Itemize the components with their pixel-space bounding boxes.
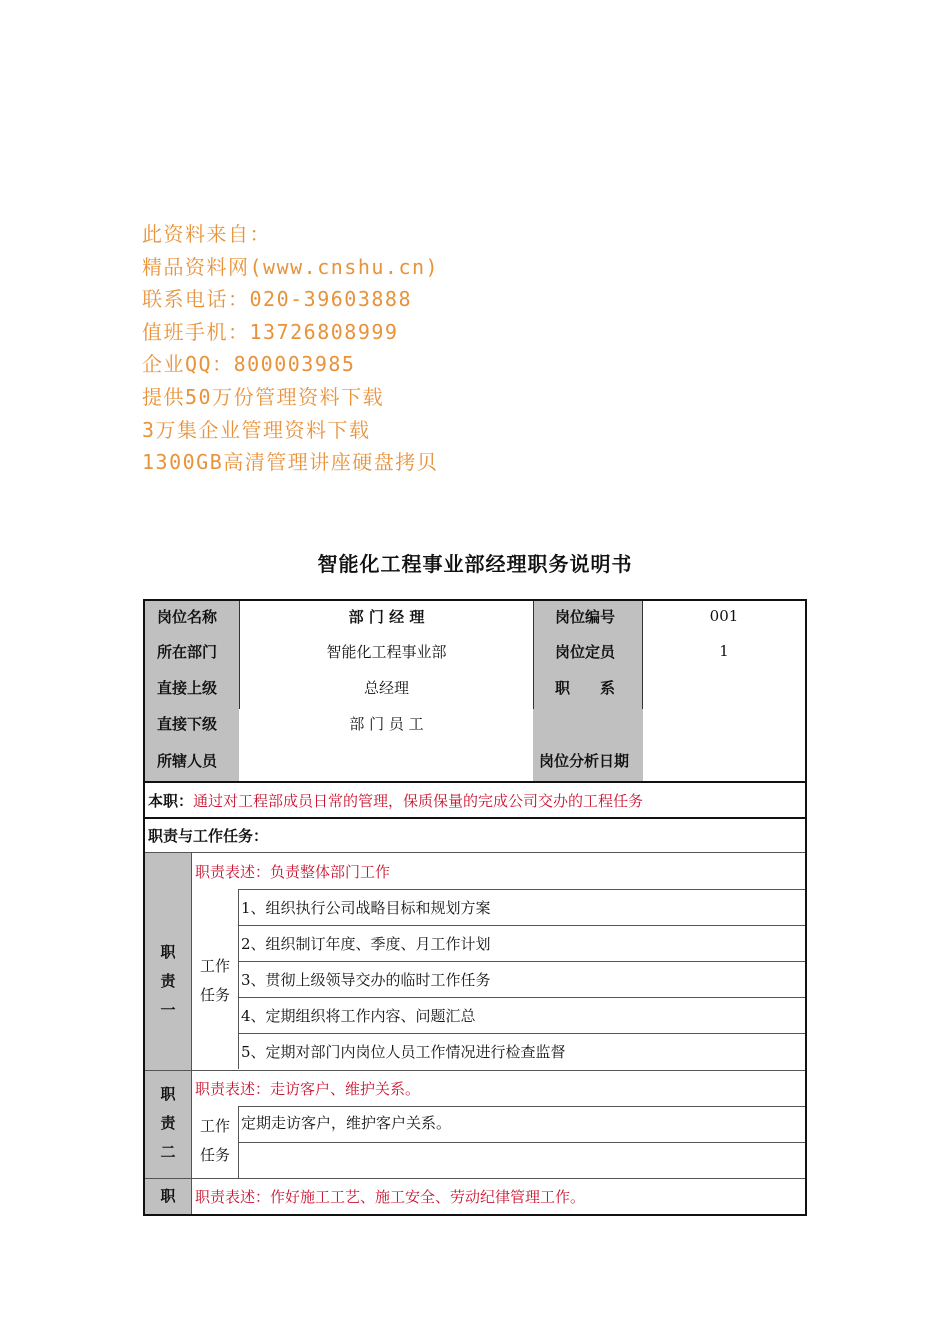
resp2-description: 职责表述： 走访客户、维护关系。 [195, 1080, 421, 1098]
resp1-task-label: 工作 任务 [199, 957, 230, 1004]
position-name-label: 岗位名称 [157, 607, 218, 626]
job-family-label: 职 系 [555, 678, 616, 697]
resp2-side-label: 职 责 二 [160, 1084, 176, 1161]
resp2-task-1: 定期走访客户，维护客户关系。 [241, 1113, 452, 1132]
promo-line: 提供50万份管理资料下载 [142, 384, 385, 409]
duty-text: 通过对工程部成员日常的管理，保质保量的完成公司交办的工程任务 [193, 791, 644, 810]
resp1-task-5: 5、定期对部门内岗位人员工作情况进行检查监督 [241, 1042, 566, 1061]
superior-value: 总经理 [363, 678, 409, 697]
position-code-label: 岗位编号 [555, 607, 616, 626]
position-name-value: 部 门 经 理 [348, 607, 425, 626]
resp3-description: 职责表述： 作好施工工艺、施工安全、劳动纪律管理工作。 [195, 1188, 586, 1206]
promo-line: 1300GB高清管理讲座硬盘拷贝 [142, 450, 439, 475]
promo-line: 精品资料网(www.cnshu.cn) [142, 254, 440, 279]
resp1-task-1: 1、组织执行公司战略目标和规划方案 [241, 898, 491, 917]
resp1-task-4: 4、定期组织将工作内容、问题汇总 [241, 1006, 476, 1025]
promo-block [142, 218, 439, 479]
duty-label: 本职： [148, 791, 194, 810]
responsibilities-label: 职责与工作任务： [148, 827, 269, 845]
subordinate-label: 直接下级 [157, 714, 218, 733]
superior-label: 直接上级 [157, 678, 218, 697]
job-description-table [143, 599, 807, 1216]
resp1-description: 职责表述： 负责整体部门工作 [195, 862, 391, 881]
position-code-value: 001 [709, 607, 739, 625]
duty-row [148, 783, 805, 817]
resp1-task-3: 3、贯彻上级领导交办的临时工作任务 [241, 970, 491, 989]
headcount-value: 1 [719, 642, 729, 660]
managed-staff-label: 所辖人员 [157, 751, 218, 770]
promo-line: 此资料来自： [142, 222, 271, 246]
headcount-label: 岗位定员 [555, 642, 616, 661]
promo-line: 企业QQ：800003985 [142, 352, 356, 377]
department-label: 所在部门 [157, 642, 218, 661]
resp1-task-2: 2、组织制订年度、季度、月工作计划 [241, 934, 491, 953]
department-value: 智能化工程事业部 [326, 642, 447, 661]
promo-line: 联系电话：020-39603888 [142, 287, 412, 312]
resp1-side-label: 职 责 一 [160, 942, 176, 1019]
document-title: 智能化工程事业部经理职务说明书 [317, 552, 633, 576]
subordinate-value: 部 门 员 工 [349, 714, 424, 733]
resp2-task-label: 工作 任务 [199, 1117, 230, 1164]
promo-line: 值班手机：13726808999 [142, 319, 399, 344]
promo-line: 3万集企业管理资料下载 [142, 417, 371, 442]
analysis-date-label: 岗位分析日期 [539, 751, 630, 770]
resp3-side-label: 职 [160, 1187, 176, 1205]
